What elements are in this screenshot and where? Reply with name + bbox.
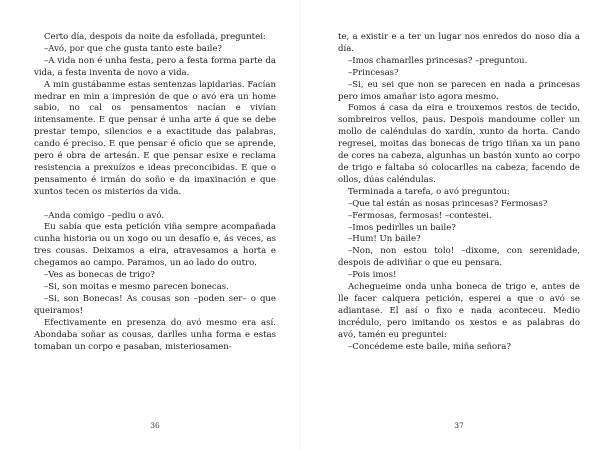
paragraph: Fomos á casa da eira e trouxemos restos de tecido, sombreiros vellos, paus. Despois mandoume coller un mollo de caléndulas do xardín, xunto da horta. Cando regresei, moitas das bonecas de trigo tiñan xa un pano de cores na cabeza, algunhas un bastón xunto ao corpo de trigo e faltaba só colocarlles na cabeza, facendo de ollos, dúas caléndulas. [338,103,580,185]
left-page-text [34,32,276,353]
paragraph: –Fermosas, fermosas! –contestei. [348,210,492,221]
paragraph: –A vida non é unha festa, pero a festa forma parte da vida, a festa inventa de novo a vida. [34,55,276,78]
paragraph: –Pois imos! [348,270,397,281]
paragraph: –Ves as bonecas de trigo? [44,270,155,281]
gutter-shadow [299,0,301,450]
right-page-text [338,32,580,353]
page-number-left: 36 [150,421,160,430]
paragraph: Terminada a tarefa, o avó preguntou: [348,186,510,197]
paragraph: Certo día, despois da noite da esfollada, preguntei: [44,32,266,42]
paragraph: Achegueime onda unha boneca de trigo e, antes de lle facer calquera petición, esperei a que o avó se adiantase. El así o fixo e nada aconteceu. Medio incrédulo, pero imitando os xestos e as palabras do avó, tamén eu preguntei: [338,282,580,340]
paragraph: Eu sabía que esta petición viña sempre acompañada cunha historia ou un xogo ou un desafío e, ás veces, as tres cousas. Deixamos a eira, atravesamos a horta e chegamos ao campo. Paramos, un ao lado do outro. [34,222,276,269]
paragraph: –Hum! Un baile? [348,234,421,245]
paragraph: –Si, eu sei que non se parecen en nada a princesas pero imos amañar isto agora mesmo. [338,79,580,102]
paragraph: –Si, son Bonecas! As cousas son –poden ser– o que queiramos! [34,293,276,316]
paragraph: –Avó, por que che gusta tanto este baile? [44,43,223,54]
paragraph: –Imos chamarlles princesas? –preguntou. [348,55,528,66]
paragraph: –Que tal están as nosas princesas? Fermosas? [348,198,548,209]
paragraph: A min gustábanme estas sentenzas lapidarias. Facían medrar en min a impresión de que o avó era un home sabio, no cal os pensamentos nacían e vivían intensamente. E que pensar é unha arte á que se debe prestar tempo, silencios e a exactitude das palabras, cando é preciso. E que pensar é oficio que se aprende, pero é obra de artesán. E que pensar esixe e reclama resistencia a prexuízos e ideas preconcibidas. E que o pensamento é irmán do soño e da imaxinación e que xuntos tecen os misterios da vida. [34,79,276,197]
paragraph: –Anda comigo –pediu o avó. [44,210,165,221]
section-gap [34,199,276,211]
paragraph: –Si, son moitas e mesmo parecen bonecas. [44,282,229,293]
paragraph: –Imos pedirlles un baile? [348,222,456,233]
page-number-right: 37 [454,421,464,430]
paragraph: –Concédeme este baile, miña señora? [348,341,511,352]
paragraph: –Princesas? [348,67,399,78]
paragraph: te, a existir e a ter un lugar nos enredos do noso día a día. [338,32,580,54]
paragraph: –Non, non estou tolo! –dixome, con serenidade, despois de adiviñar o que eu pensara. [338,246,580,269]
paragraph: Efectivamente en presenza do avó mesmo era así. Abondaba soñar as cousas, darlles unha forma e estas tomaban un corpo e pasaban, misteriosamen- [34,317,276,352]
